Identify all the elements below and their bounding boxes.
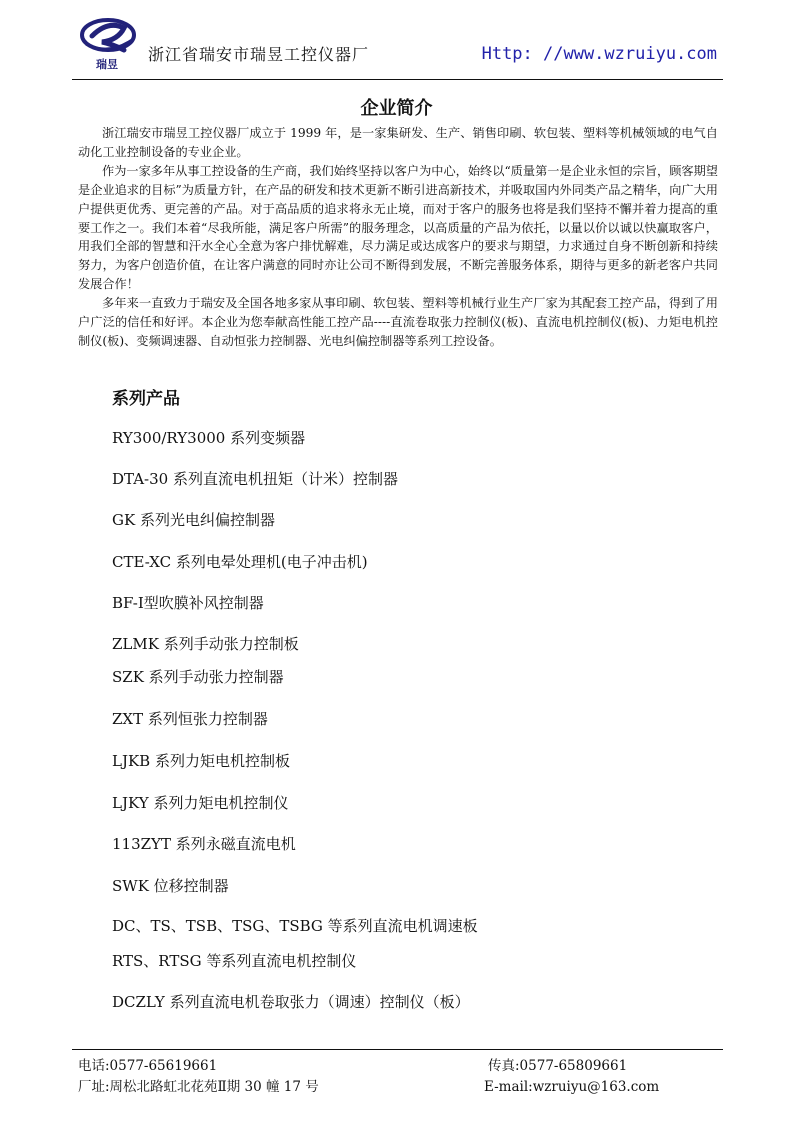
logo-text: 瑞昱 — [96, 58, 118, 71]
product-item: DCZLY 系列直流电机卷取张力（调速）控制仪（板） — [112, 993, 470, 1011]
product-item: ZLMK 系列手动张力控制板 — [112, 635, 299, 653]
product-item: CTE-XC 系列电晕处理机(电子冲击机) — [112, 553, 368, 571]
product-item: LJKB 系列力矩电机控制板 — [112, 752, 290, 770]
product-item: BF-Ⅰ型吹膜补风控制器 — [112, 594, 264, 612]
intro-paragraph: 作为一家多年从事工控设备的生产商，我们始终坚持以客户为中心，始终以“质量第一是企业永恒的宗旨，顾客期望是企业追求的目标”为质量方针，在产品的研发和技术更新不断引进高新技术，并吸取国内外同类产品之精华，向广大用户提供更优秀、更完善的产品。对于高品质的追求将永无止境，而对于客户的服务也将是我们坚持不懈并着力提高的重要工作之一。我们本着“尽我所能，满足客户所需”的服务理念，以高质量的产品为依托，以量以价以诚以快赢取客户，用我们全部的智慧和汗水全心全意为客户排忧解难，尽力满足或达成客户的要求与期望，力求通过自身不断创新和持续努力，为客户创造价值，在让客户满意的同时亦让公司不断得到发展，不断完善服务体系，期待与更多的新老客户共同发展合作！ — [78, 163, 718, 292]
footer-address: 厂址:周松北路虹北花苑Ⅱ期 30 幢 17 号 — [78, 1079, 319, 1095]
product-item: SZK 系列手动张力控制器 — [112, 668, 284, 686]
website-url[interactable]: Http: //www.wzruiyu.com — [481, 44, 717, 64]
footer-phone: 电话:0577-65619661 — [78, 1058, 218, 1074]
product-item: LJKY 系列力矩电机控制仪 — [112, 794, 289, 812]
footer-divider — [72, 1049, 723, 1050]
product-item: RY300/RY3000 系列变频器 — [112, 429, 306, 447]
series-title: 系列产品 — [112, 389, 180, 409]
product-item: ZXT 系列恒张力控制器 — [112, 710, 268, 728]
product-item: DC、TS、TSB、TSG、TSBG 等系列直流电机调速板 — [112, 917, 478, 935]
page-header — [78, 16, 723, 76]
product-item: GK 系列光电纠偏控制器 — [112, 511, 275, 529]
intro-paragraph: 浙江瑞安市瑞昱工控仪器厂成立于 1999 年，是一家集研发、生产、销售印刷、软包装、塑料等机械领域的电气自动化工业控制设备的专业企业。 — [78, 126, 718, 159]
header-divider — [72, 79, 723, 80]
product-item: DTA-30 系列直流电机扭矩（计米）控制器 — [112, 470, 398, 488]
footer-fax: 传真:0577-65809661 — [488, 1058, 628, 1074]
company-name: 浙江省瑞安市瑞昱工控仪器厂 — [148, 45, 370, 64]
product-item: SWK 位移控制器 — [112, 877, 229, 895]
footer-email[interactable]: E-mail:wzruiyu@163.com — [484, 1079, 660, 1095]
product-item: RTS、RTSG 等系列直流电机控制仪 — [112, 952, 357, 970]
intro-paragraph: 多年来一直致力于瑞安及全国各地多家从事印刷、软包装、塑料等机械行业生产厂家为其配套工控产品，得到了用户广泛的信任和好评。本企业为您奉献高性能工控产品----直流卷取张力控制仪(板)、直流电机控制仪(板)、力矩电机控制仪(板)、变频调速器、自动恒张力控制器、光电纠偏控制器等系列工控设备。 — [78, 296, 718, 348]
page-title: 企业简介 — [360, 98, 433, 119]
product-item: 113ZYT 系列永磁直流电机 — [112, 835, 296, 853]
intro-section — [78, 124, 718, 351]
